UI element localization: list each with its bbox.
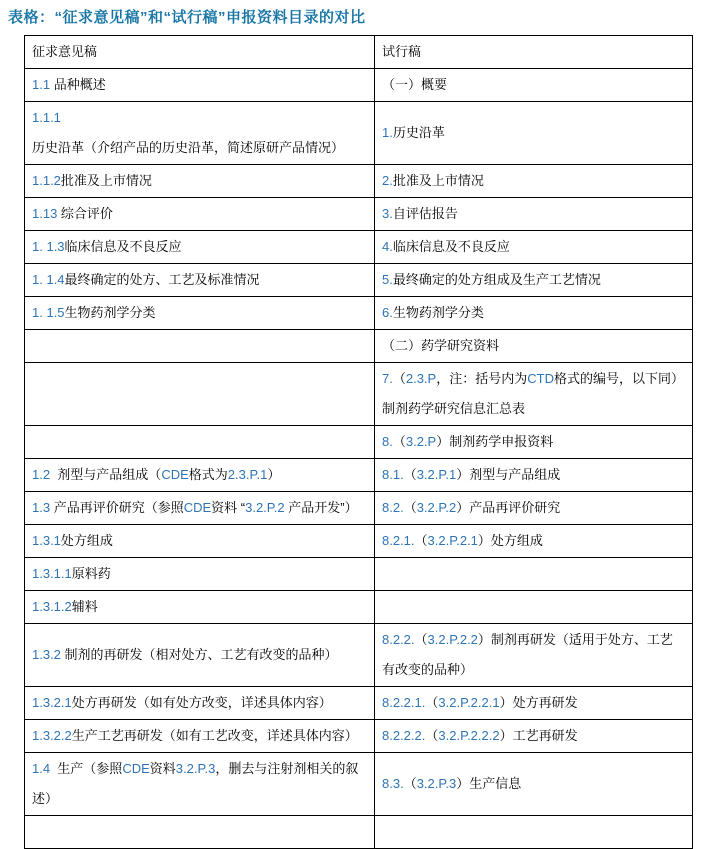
table-row [25, 687, 693, 720]
ascii-number: 4. [382, 239, 393, 254]
cell-draft: 1.3.2.2生产工艺再研发（如有工艺改变，详述具体内容） [25, 720, 375, 753]
ascii-number: 1.13 [32, 206, 58, 221]
cell-trial: 6.生物药剂学分类 [375, 297, 693, 330]
cell-draft [25, 426, 375, 459]
ascii-number: 8.2.1. [382, 533, 415, 548]
ascii-number: 1.1.1 [32, 110, 61, 125]
ascii-number: 8. [382, 434, 393, 449]
comparison-table [24, 35, 693, 849]
ascii-number: 3.2.P.3 [175, 761, 216, 776]
cell-trial: 8.3.（3.2.P.3）生产信息 [375, 753, 693, 816]
ascii-number: 2.3.P [405, 371, 437, 386]
ascii-number: 1.4 [46, 272, 65, 287]
cell-trial [375, 591, 693, 624]
header-trial-column: 试行稿 [375, 36, 693, 69]
ascii-number: 3.2.P [405, 434, 437, 449]
cell-trial: 8.（3.2.P）制剂药学申报资料 [375, 426, 693, 459]
ascii-number: 3.2.P.2.2.2 [438, 728, 500, 743]
table-row [25, 264, 693, 297]
ascii-number: 1. [32, 305, 43, 320]
ascii-number: 3. [382, 206, 393, 221]
cell-trial: 8.1.（3.2.P.1）剂型与产品组成 [375, 459, 693, 492]
ascii-number: 3.2.P.2 [416, 500, 457, 515]
table-row [25, 816, 693, 849]
cell-draft: 1.1 品种概述 [25, 69, 375, 102]
cell-draft: 1.3 产品再评价研究（参照CDE资料 “3.2.P.2 产品开发”） [25, 492, 375, 525]
cell-draft: 1. 1.3临床信息及不良反应 [25, 231, 375, 264]
ascii-number: 1.3.2.1 [32, 695, 72, 710]
ascii-number: 2.3.P.1 [227, 467, 268, 482]
ascii-number: 8.1. [382, 467, 404, 482]
ascii-number: 6. [382, 305, 393, 320]
cell-trial: 5.最终确定的处方组成及生产工艺情况 [375, 264, 693, 297]
cell-draft: 1.4 生产（参照CDE资料3.2.P.3，删去与注射剂相关的叙述） [25, 753, 375, 816]
cell-trial: （一）概要 [375, 69, 693, 102]
header-draft-column: 征求意见稿 [25, 36, 375, 69]
ascii-number: 3.2.P.1 [416, 467, 457, 482]
cell-trial [375, 816, 693, 849]
cell-trial: （二）药学研究资料 [375, 330, 693, 363]
cell-draft: 1.3.1处方组成 [25, 525, 375, 558]
ascii-number: 3.2.P.3 [416, 776, 457, 791]
ascii-number: 7. [382, 371, 393, 386]
cell-draft: 1.1.2批准及上市情况 [25, 165, 375, 198]
cell-trial: 3.自评估报告 [375, 198, 693, 231]
table-row [25, 525, 693, 558]
cell-trial: 1.历史沿革 [375, 102, 693, 165]
table-row [25, 330, 693, 363]
ascii-number: CDE [183, 500, 212, 515]
table-row [25, 459, 693, 492]
ascii-number: 1. [32, 272, 43, 287]
ascii-number: 1.1 [32, 77, 51, 92]
ascii-number: 1.3.1.2 [32, 599, 72, 614]
ascii-number: 3.2.P.2.2.1 [438, 695, 500, 710]
ascii-number: 8.3. [382, 776, 404, 791]
cell-trial: 4.临床信息及不良反应 [375, 231, 693, 264]
table-row [25, 492, 693, 525]
cell-draft [25, 330, 375, 363]
ascii-number: 1. [382, 125, 393, 140]
table-row [25, 69, 693, 102]
ascii-number: 5. [382, 272, 393, 287]
ascii-number: 1.3.2.2 [32, 728, 72, 743]
ascii-number: 8.2.2. [382, 632, 415, 647]
ascii-number: 1.5 [46, 305, 65, 320]
table-row [25, 426, 693, 459]
cell-draft: 1.2 剂型与产品组成（CDE格式为2.3.P.1） [25, 459, 375, 492]
ascii-number: 1.2 [32, 467, 51, 482]
table-header [25, 36, 693, 69]
ascii-number: 3.2.P.2 [245, 500, 285, 515]
cell-draft: 1.3.1.2辅料 [25, 591, 375, 624]
ascii-number: 8.2. [382, 500, 404, 515]
cell-draft: 1.1.1历史沿革（介绍产品的历史沿革，简述原研产品情况） [25, 102, 375, 165]
table-row [25, 558, 693, 591]
cell-trial: 2.批准及上市情况 [375, 165, 693, 198]
ascii-number: 1. [32, 239, 43, 254]
cell-draft: 1. 1.5生物药剂学分类 [25, 297, 375, 330]
table-row [25, 591, 693, 624]
ascii-number: 1.1.2 [32, 173, 61, 188]
table-row [25, 720, 693, 753]
table-row [25, 363, 693, 426]
table-row [25, 198, 693, 231]
ascii-number: CTD [527, 371, 554, 386]
table-row [25, 165, 693, 198]
table-row [25, 753, 693, 816]
ascii-number: 1.4 [32, 761, 51, 776]
cell-draft: 1.13 综合评价 [25, 198, 375, 231]
cell-draft: 1.3.1.1原料药 [25, 558, 375, 591]
cell-trial: 8.2.2.（3.2.P.2.2）制剂再研发（适用于处方、工艺有改变的品种） [375, 624, 693, 687]
cell-trial: 8.2.（3.2.P.2）产品再评价研究 [375, 492, 693, 525]
cell-draft: 1. 1.4最终确定的处方、工艺及标准情况 [25, 264, 375, 297]
table-header-row [25, 36, 693, 69]
cell-draft [25, 363, 375, 426]
ascii-number: 1.3 [32, 500, 51, 515]
cell-trial: 8.2.2.1.（3.2.P.2.2.1）处方再研发 [375, 687, 693, 720]
table-row [25, 297, 693, 330]
ascii-number: 3.2.P.2.1 [427, 533, 478, 548]
ascii-number: 1.3 [46, 239, 65, 254]
ascii-number: 1.3.1 [32, 533, 61, 548]
cell-draft: 1.3.2.1处方再研发（如有处方改变，详述具体内容） [25, 687, 375, 720]
ascii-number: 8.2.2.2. [382, 728, 426, 743]
document-page [0, 6, 718, 806]
table-row [25, 231, 693, 264]
cell-trial [375, 558, 693, 591]
cell-trial: 8.2.2.2.（3.2.P.2.2.2）工艺再研发 [375, 720, 693, 753]
ascii-number: 1.3.1.1 [32, 566, 72, 581]
page-title: 表格：“征求意见稿”和“试行稿”申报资料目录的对比 [8, 9, 366, 26]
table-row [25, 102, 693, 165]
ascii-number: 2. [382, 173, 393, 188]
ascii-number: 8.2.2.1. [382, 695, 426, 710]
cell-trial: 8.2.1.（3.2.P.2.1）处方组成 [375, 525, 693, 558]
table-row [25, 624, 693, 687]
cell-draft: 1.3.2 制剂的再研发（相对处方、工艺有改变的品种） [25, 624, 375, 687]
ascii-number: CDE [122, 761, 150, 776]
ascii-number: CDE [161, 467, 189, 482]
cell-draft [25, 816, 375, 849]
ascii-number: 3.2.P.2.2 [427, 632, 478, 647]
table-body [25, 69, 693, 849]
ascii-number: 1.3.2 [32, 647, 61, 662]
cell-trial: 7.（2.3.P，注：括号内为CTD格式的编号，以下同）制剂药学研究信息汇总表 [375, 363, 693, 426]
